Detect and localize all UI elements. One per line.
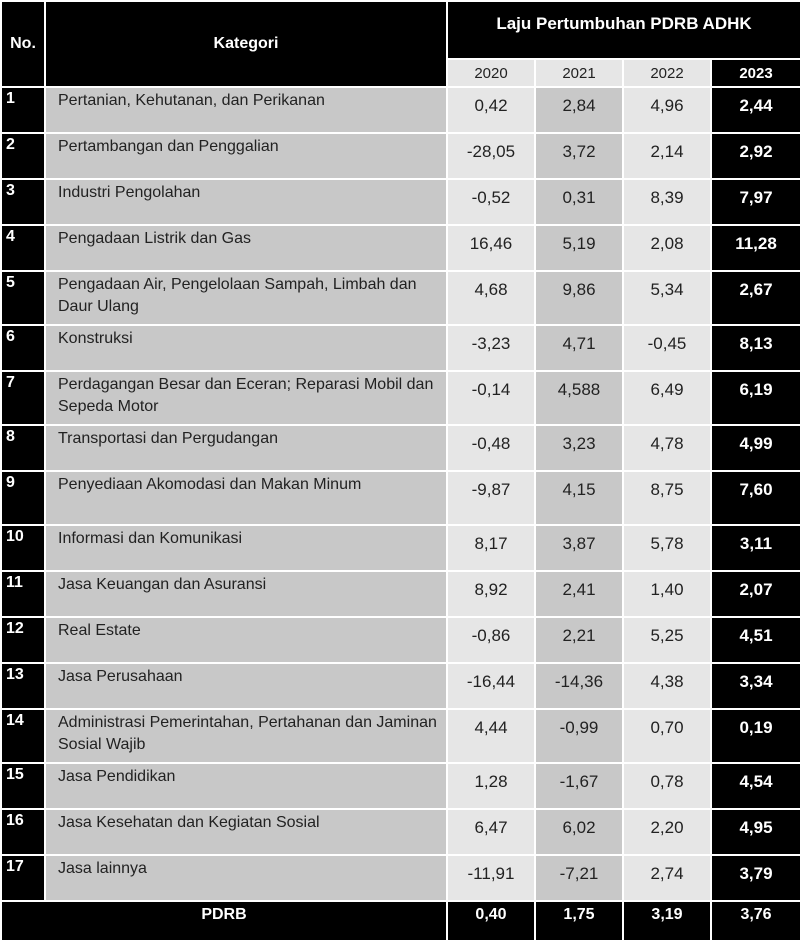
row-value-2023: 2,44 xyxy=(712,88,800,132)
row-value-2023: 7,97 xyxy=(712,180,800,224)
row-category: Jasa Perusahaan xyxy=(46,664,446,708)
row-number: 7 xyxy=(2,372,44,424)
table-row xyxy=(2,134,800,178)
row-number: 16 xyxy=(2,810,44,854)
row-category: Real Estate xyxy=(46,618,446,662)
row-value-2022: 2,08 xyxy=(624,226,710,270)
row-number: 8 xyxy=(2,426,44,470)
row-category: Jasa Kesehatan dan Kegiatan Sosial xyxy=(46,810,446,854)
row-value-2020: 6,47 xyxy=(448,810,534,854)
row-value-2021: 4,71 xyxy=(536,326,622,370)
row-value-2023: 2,92 xyxy=(712,134,800,178)
table-row xyxy=(2,426,800,470)
row-value-2020: 4,68 xyxy=(448,272,534,324)
row-value-2022: 2,74 xyxy=(624,856,710,900)
row-value-2022: 0,78 xyxy=(624,764,710,808)
row-category: Jasa lainnya xyxy=(46,856,446,900)
row-number: 5 xyxy=(2,272,44,324)
table-row xyxy=(2,272,800,324)
row-value-2023: 4,95 xyxy=(712,810,800,854)
row-value-2021: 0,31 xyxy=(536,180,622,224)
row-number: 12 xyxy=(2,618,44,662)
header-year-2020: 2020 xyxy=(448,60,534,86)
total-value-2020: 0,40 xyxy=(448,902,534,940)
row-value-2020: -28,05 xyxy=(448,134,534,178)
header-kategori: Kategori xyxy=(46,2,446,86)
row-value-2021: 2,21 xyxy=(536,618,622,662)
row-value-2021: -1,67 xyxy=(536,764,622,808)
row-number: 2 xyxy=(2,134,44,178)
row-value-2022: 1,40 xyxy=(624,572,710,616)
row-number: 13 xyxy=(2,664,44,708)
row-value-2020: -0,86 xyxy=(448,618,534,662)
row-value-2022: 0,70 xyxy=(624,710,710,762)
total-label: PDRB xyxy=(2,902,446,940)
row-category: Pengadaan Listrik dan Gas xyxy=(46,226,446,270)
row-value-2023: 4,51 xyxy=(712,618,800,662)
header-year-2022: 2022 xyxy=(624,60,710,86)
row-value-2022: 2,20 xyxy=(624,810,710,854)
header-year-2023: 2023 xyxy=(712,60,800,86)
row-value-2022: 5,25 xyxy=(624,618,710,662)
row-value-2021: 9,86 xyxy=(536,272,622,324)
total-value-2021: 1,75 xyxy=(536,902,622,940)
row-value-2023: 3,11 xyxy=(712,526,800,570)
table-row xyxy=(2,88,800,132)
table-row xyxy=(2,664,800,708)
row-value-2020: -0,52 xyxy=(448,180,534,224)
row-value-2021: 6,02 xyxy=(536,810,622,854)
row-number: 14 xyxy=(2,710,44,762)
row-value-2022: 5,34 xyxy=(624,272,710,324)
row-value-2022: 5,78 xyxy=(624,526,710,570)
row-value-2021: 5,19 xyxy=(536,226,622,270)
row-value-2021: -0,99 xyxy=(536,710,622,762)
row-value-2023: 4,99 xyxy=(712,426,800,470)
row-value-2022: 4,78 xyxy=(624,426,710,470)
row-value-2021: 3,87 xyxy=(536,526,622,570)
row-value-2023: 7,60 xyxy=(712,472,800,524)
row-number: 4 xyxy=(2,226,44,270)
row-number: 9 xyxy=(2,472,44,524)
row-value-2022: 6,49 xyxy=(624,372,710,424)
row-value-2022: 4,96 xyxy=(624,88,710,132)
row-number: 11 xyxy=(2,572,44,616)
table-row xyxy=(2,856,800,900)
row-value-2021: 2,41 xyxy=(536,572,622,616)
row-category: Pertambangan dan Penggalian xyxy=(46,134,446,178)
row-value-2020: -9,87 xyxy=(448,472,534,524)
row-value-2020: 8,92 xyxy=(448,572,534,616)
row-category: Jasa Keuangan dan Asuransi xyxy=(46,572,446,616)
row-value-2020: 8,17 xyxy=(448,526,534,570)
table-row xyxy=(2,372,800,424)
table-row xyxy=(2,572,800,616)
row-value-2021: 3,23 xyxy=(536,426,622,470)
row-category: Industri Pengolahan xyxy=(46,180,446,224)
table-row xyxy=(2,226,800,270)
row-value-2020: -3,23 xyxy=(448,326,534,370)
row-category: Penyediaan Akomodasi dan Makan Minum xyxy=(46,472,446,524)
row-category: Konstruksi xyxy=(46,326,446,370)
row-value-2021: 3,72 xyxy=(536,134,622,178)
row-category: Administrasi Pemerintahan, Pertahanan dan Jaminan Sosial Wajib xyxy=(46,710,446,762)
header-year-2021: 2021 xyxy=(536,60,622,86)
row-category: Jasa Pendidikan xyxy=(46,764,446,808)
row-value-2022: 8,75 xyxy=(624,472,710,524)
total-value-2023: 3,76 xyxy=(712,902,800,940)
row-value-2020: 16,46 xyxy=(448,226,534,270)
header-group-title: Laju Pertumbuhan PDRB ADHK xyxy=(448,2,800,58)
row-value-2020: -0,14 xyxy=(448,372,534,424)
header-no: No. xyxy=(2,2,44,86)
row-value-2021: 2,84 xyxy=(536,88,622,132)
row-value-2023: 8,13 xyxy=(712,326,800,370)
row-category: Pertanian, Kehutanan, dan Perikanan xyxy=(46,88,446,132)
row-value-2020: 0,42 xyxy=(448,88,534,132)
row-value-2023: 3,34 xyxy=(712,664,800,708)
table-row xyxy=(2,180,800,224)
row-value-2021: -7,21 xyxy=(536,856,622,900)
row-category: Transportasi dan Pergudangan xyxy=(46,426,446,470)
row-number: 10 xyxy=(2,526,44,570)
table-row xyxy=(2,526,800,570)
row-value-2023: 4,54 xyxy=(712,764,800,808)
row-category: Perdagangan Besar dan Eceran; Reparasi Mobil dan Sepeda Motor xyxy=(46,372,446,424)
row-category: Informasi dan Komunikasi xyxy=(46,526,446,570)
row-value-2023: 2,07 xyxy=(712,572,800,616)
row-value-2023: 6,19 xyxy=(712,372,800,424)
row-value-2023: 11,28 xyxy=(712,226,800,270)
row-category: Pengadaan Air, Pengelolaan Sampah, Limbah dan Daur Ulang xyxy=(46,272,446,324)
row-number: 1 xyxy=(2,88,44,132)
row-value-2023: 0,19 xyxy=(712,710,800,762)
row-value-2022: 2,14 xyxy=(624,134,710,178)
row-value-2022: -0,45 xyxy=(624,326,710,370)
table-row xyxy=(2,764,800,808)
row-value-2022: 4,38 xyxy=(624,664,710,708)
row-value-2023: 2,67 xyxy=(712,272,800,324)
row-value-2022: 8,39 xyxy=(624,180,710,224)
row-value-2021: 4,15 xyxy=(536,472,622,524)
row-number: 3 xyxy=(2,180,44,224)
table-row xyxy=(2,326,800,370)
table-row xyxy=(2,472,800,524)
row-value-2020: -0,48 xyxy=(448,426,534,470)
row-number: 6 xyxy=(2,326,44,370)
row-value-2021: 4,588 xyxy=(536,372,622,424)
row-number: 15 xyxy=(2,764,44,808)
table-row xyxy=(2,710,800,762)
row-value-2021: -14,36 xyxy=(536,664,622,708)
row-value-2020: -11,91 xyxy=(448,856,534,900)
row-number: 17 xyxy=(2,856,44,900)
table-body xyxy=(2,88,800,900)
row-value-2020: 4,44 xyxy=(448,710,534,762)
row-value-2023: 3,79 xyxy=(712,856,800,900)
row-value-2020: -16,44 xyxy=(448,664,534,708)
row-value-2020: 1,28 xyxy=(448,764,534,808)
table-row xyxy=(2,810,800,854)
total-row xyxy=(2,902,800,940)
total-value-2022: 3,19 xyxy=(624,902,710,940)
table-row xyxy=(2,618,800,662)
